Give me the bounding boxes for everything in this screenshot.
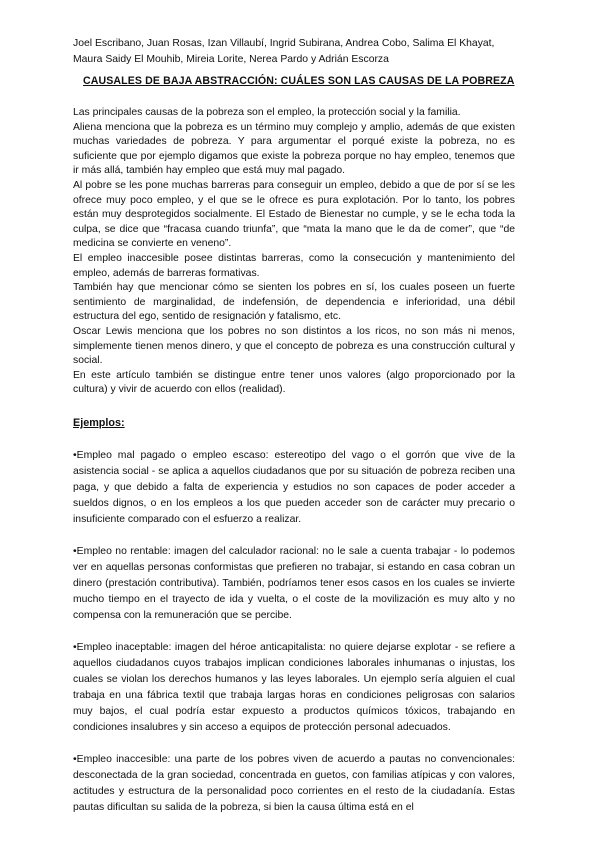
example-item: •Empleo inaccesible: una parte de los pobres viven de acuerdo a pautas no convencionales: desconectada de la gran sociedad, concentrada en guetos, con familias atípicas y con valores, actitudes y estructura de la personalidad poco corrientes en el resto de la ciudadanía. Estas pautas dificultan su salida de la pobreza, si bien la causa última está en el [73,753,515,813]
document-title: CAUSALES DE BAJA ABSTRACCIÓN: CUÁLES SON LAS CAUSAS DE LA POBREZA [83,75,515,87]
paragraph: Las principales causas de la pobreza son el empleo, la protección social y la familia. [73,107,461,118]
body-text [73,106,515,398]
example-item: •Empleo inaceptable: imagen del héroe anticapitalista: no quiere dejarse explotar - se refiere a aquellos ciudadanos cuyos trabajos implican condiciones laborales inhumanas o injustas, los cuales se violan los derechos humanos y las leyes laborales. Un ejemplo sería alguien el cual trabaja en una fábrica textil que trabaja largas horas en condiciones peligrosas con salarios muy bajos, el cual podría estar expuesto a productos químicos tóxicos, trabajando en condiciones insalubres y sin acceso a equipos de protección personal adecuados. [73,641,515,733]
example-item: •Empleo mal pagado o empleo escaso: estereotipo del vago o el gorrón que vive de la asistencia social - se aplica a aquellos ciudadanos que por su situación de pobreza reciben una paga, y que debido a falta de experiencia y estudios no son capaces de poder acceder a sueldos dignos, o en los empleos a los que pueden acceder son de carácter muy precario o insuficiente comparado con el esfuerzo a realizar. [73,449,515,525]
example-item: •Empleo no rentable: imagen del calculador racional: no le sale a cuenta trabajar - lo podemos ver en aquellas personas conformistas que prefieren no trabajar, si estando en casa cobran un dinero (prestación contributiva). También, podríamos tener esos casos en los cuales se invierte mucho tiempo en el trayecto de ida y vuelta, o el coste de la movilización es muy alto y no compensa con la remuneración que se percibe. [73,545,515,621]
paragraph: En este artículo también se distingue entre tener unos valores (algo proporcionado por la cultura) y vivir de acuerdo con ellos (realidad). [73,369,515,396]
paragraph: El empleo inaccesible posee distintas barreras, como la consecución y mantenimiento del empleo, además de barreras formativas. [73,252,515,279]
paragraph: Aliena menciona que la pobreza es un término muy complejo y amplio, además de que existen muchas variedades de pobreza. Y para argumentar el porqué existe la pobreza, no es suficiente que por ejemplo digamos que existe la pobreza porque no hay empleo, tenemos que ir más allá, también hay empleo que está muy mal pagado. [73,121,515,177]
examples-heading: Ejemplos: [73,416,125,429]
paragraph: Al pobre se les pone muchas barreras para conseguir un empleo, debido a que de por sí se les ofrece muy poco empleo, y el que se le ofrece es pura explotación. Por lo tanto, los pobres están muy desprotegidos socialmente. El Estado de Bienestar no cumple, y se le echa toda la culpa, se dice que “fracasa cuando triunfa”, que “mata la mano que le da de comer”, que “de medicina se convierte en veneno”. [73,179,515,250]
paragraph: También hay que mencionar cómo se sienten los pobres en sí, los cuales poseen un fuerte sentimiento de marginalidad, de indefensión, de dependencia e inferioridad, una débil estructura del ego, sentido de resignación y fatalismo, etc. [73,282,515,323]
examples-list [73,448,515,816]
paragraph: Oscar Lewis menciona que los pobres no son distintos a los ricos, no son más ni menos, simplemente tienen menos dinero, y que el concepto de pobreza es una construcción cultural y social. [73,325,515,367]
authors-line: Joel Escribano, Juan Rosas, Izan Villaubí, Ingrid Subirana, Andrea Cobo, Salima El Khayat, Maura Saidy El Mouhib, Mireia Lorite, Nerea Pardo y Adrián Escorza [73,38,495,65]
